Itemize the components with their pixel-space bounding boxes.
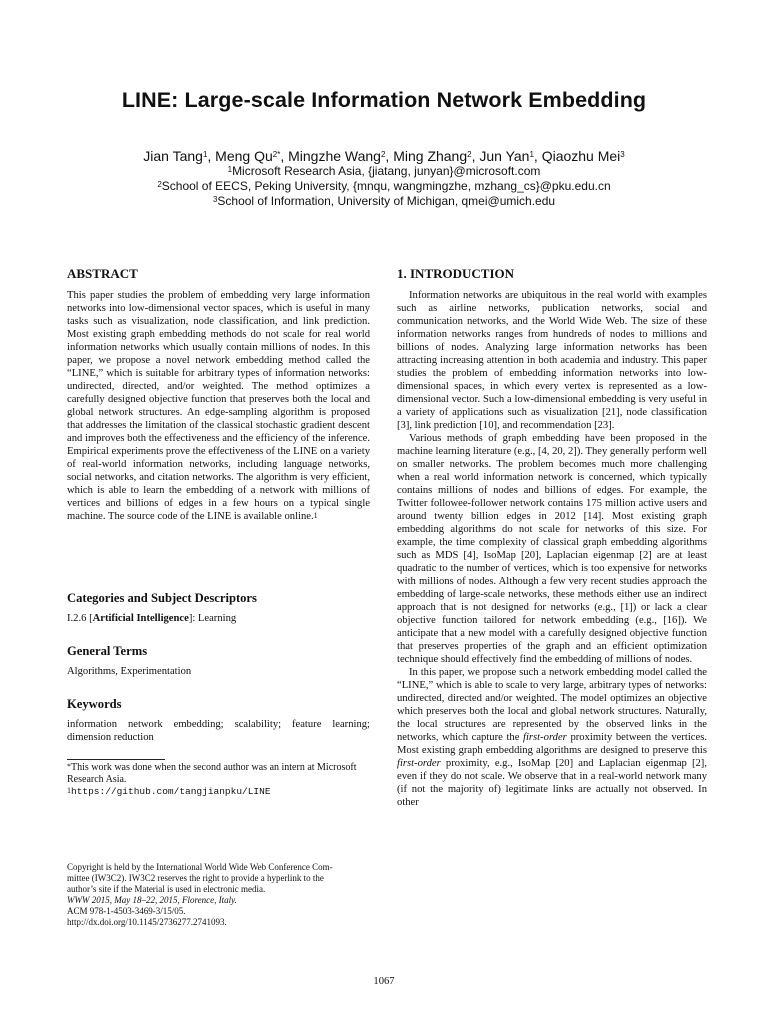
affiliation: $^1$Microsoft Research Asia, {jiatang, junyan}@microsoft.com <box>227 164 541 178</box>
intro-paragraph: Various methods of graph embedding have been proposed in the machine learning literature (e.g., [4, 20, 2]). They generally perform well on smaller networks. The problem becomes much more challenging when a real world information network is concerned, which typically contains millions of nodes and billions of edges. For example, the Twitter followee-follower network contains 175 million active users and around twenty billion edges in 2012 [14]. Most existing graph embedding algorithms do not scale for networks of this size. For example, the time complexity of classical graph embedding algorithms such as MDS [4], IsoMap [20], Laplacian eigenmap [2] are at least quadratic to the number of vertices, which is too expensive for networks with millions of nodes. Although a few very recent studies approach the embedding of large-scale networks, these methods either use an indirect approach that is not designed for networks (e.g., [1]) or lack a clear objective function tailored for network embedding (e.g., [16]). We anticipate that a new model with a carefully designed objective function that preserves properties of the graph and an efficient optimization technique should effectively find the embedding of millions of nodes. <box>397 433 707 665</box>
keywords-text: information network embedding; scalability; feature learning; dimension reduction <box>67 719 370 743</box>
copyright-block: Copyright is held by the International World Wide Web Conference Com- mittee (IW3C2). IW3C2 reserves the right to provide a hyperlink to the author’s site if the Material is used in electronic media. WWW 2015, May 18–22, 2015, Florence, Italy. ACM 978-1-4503-3469-3/15/05. http://dx.doi.org/10.1145/2736277.2741093. <box>67 862 370 928</box>
categories-text: I.2.6 [Artificial Intelligence]: Learning <box>67 613 237 624</box>
author-name: Jun Yan <box>479 148 530 164</box>
footnote-rule <box>67 759 165 760</box>
page-number: 1067 <box>373 976 395 987</box>
categories-heading: Categories and Subject Descriptors <box>67 591 257 605</box>
introduction-heading: 1. INTRODUCTION <box>397 266 515 281</box>
affiliation: $^3$School of Information, University of Michigan, qmei@umich.edu <box>212 194 556 208</box>
abstract-body: This paper studies the problem of embedding very large information networks into low-dimensional vector spaces, which is useful in many tasks such as visualization, node classification, and link prediction. Most existing graph embedding methods do not scale for real world information networks which usually contain millions of nodes. In this paper, we propose a novel network embedding method called the “LINE,” which is suitable for arbitrary types of information networks: undirected, directed, and/or weighted. The method optimizes a carefully designed objective function that preserves both the local and global network structures. An edge-sampling algorithm is proposed that addresses the limitation of the classical stochastic gradient descent and improves both the effectiveness and the efficiency of the inference. Empirical experiments prove the effectiveness of the LINE on a variety of real-world information networks, including language networks, social networks, and citation networks. The algorithm is very efficient, which is able to learn the embedding of a network with millions of vertices and billions of edges in a few hours on a typical single machine. The source code of the LINE is available online.$^1$ <box>67 290 370 522</box>
abstract-heading: ABSTRACT <box>67 266 138 281</box>
paper-title: LINE: Large-scale Information Network Embedding <box>121 88 647 112</box>
author-name: Jian Tang <box>143 148 203 164</box>
introduction-body <box>397 289 707 809</box>
affiliation: $^2$School of EECS, Peking University, {mnqu, wangmingzhe, mzhang_cs}@pku.edu.cn <box>157 179 611 193</box>
general-terms-heading: General Terms <box>67 644 148 658</box>
doi-link[interactable]: http://dx.doi.org/10.1145/2736277.2741093. <box>67 917 227 927</box>
author-name: Ming Zhang <box>393 148 468 164</box>
author-list: Jian Tang$^1$, Meng $Qu^{2*}$, Mingzhe Wang$^2$, Ming Zhang$^2$, Jun Yan$^1$, Qiaozhu Mei$^3$ <box>143 148 625 164</box>
intro-paragraph: In this paper, we propose such a network embedding model called the “LINE,” which is able to scale to very large, arbitrary types of networks: undirected, directed and/or weighted. The model optimizes an objective which preserves both the local and global network structures. Naturally, the local structures are represented by the observed links in the networks, which capture the first-order proximity between the vertices. Most existing graph embedding algorithms are designed to preserve this first-order proximity, e.g., IsoMap [20] and Laplacian eigenmap [2], even if they do not scale. We observe that in a real-world network many (if not the majority of) legitimate links are actually not observed. In other <box>397 667 707 808</box>
keywords-heading: Keywords <box>67 697 122 711</box>
author-name: Qiaozhu Mei <box>541 148 621 164</box>
footnote: $^1$https://github.com/tangjianpku/LINE <box>67 786 271 797</box>
author-name: Mingzhe Wang <box>288 148 381 164</box>
author-name: Meng Qu <box>215 148 273 164</box>
intro-paragraph: Information networks are ubiquitous in the real world with examples such as airline networks, publication networks, social and communication networks, and the World Wide Web. The size of these information networks ranges from hundreds of nodes to millions and billions of nodes. Analyzing large information networks has been attracting increasing attention in both academia and industry. This paper studies the problem of embedding information networks into low-dimensional spaces, in which every vertex is represented as a low-dimensional vector. Such a low-dimensional embedding is very useful in a variety of applications such as visualization [21], node classification [3], link prediction [10], and recommendation [23]. <box>397 290 707 431</box>
source-code-link[interactable]: https://github.com/tangjianpku/LINE <box>71 786 271 797</box>
general-terms-text: Algorithms, Experimentation <box>67 666 192 677</box>
footnote: *This work was done when the second author was an intern at Microsoft Research Asia. <box>67 762 357 785</box>
